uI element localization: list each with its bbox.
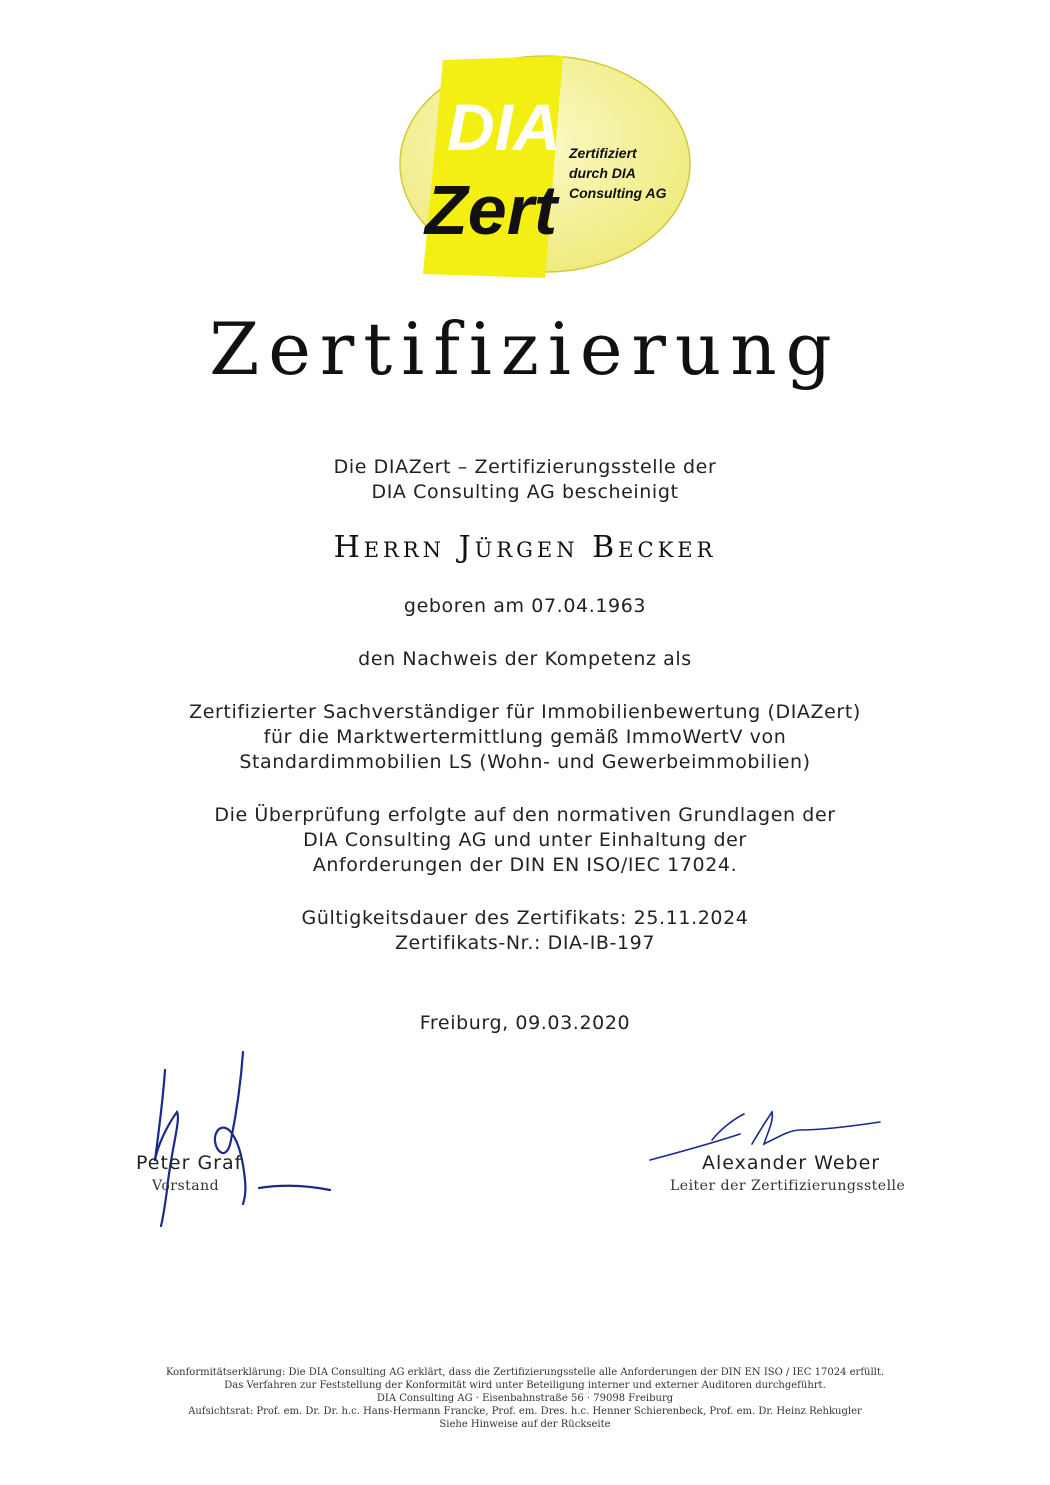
place-date: Freiburg, 09.03.2020 <box>419 1012 631 1034</box>
verification-line: DIA Consulting AG und unter Einhaltung der <box>303 829 747 851</box>
signatory-name-right: Alexander Weber <box>702 1152 881 1174</box>
footer-line: Aufsichtsrat: Prof. em. Dr. Dr. h.c. Hans-Hermann Francke, Prof. em. Dres. h.c. Henner Schierenbeck, Prof. em. Dr. Heinz Rehkugler <box>188 1406 862 1417</box>
footer-line: DIA Consulting AG · Eisenbahnstraße 56 · 79098 Freiburg <box>376 1393 674 1404</box>
verification-line: Die Überprüfung erfolgte auf den normativen Grundlagen der <box>214 804 836 826</box>
intro-text <box>0 455 1050 505</box>
signatory-role-left: Vorstand <box>152 1178 220 1194</box>
footer-line: Konformitätserklärung: Die DIA Consulting AG erklärt, dass die Zertifizierungsstelle alle Anforderungen der DIN EN ISO / IEC 17024 erfüllt. <box>165 1367 885 1378</box>
intro-line: Die DIAZert – Zertifizierungsstelle der <box>333 456 717 478</box>
logo-tagline-2: durch DIA <box>569 165 636 181</box>
qualification-text <box>0 700 1050 775</box>
certificate-title: Zertifizierung <box>209 307 841 391</box>
competence-intro: den Nachweis der Kompetenz als <box>358 648 692 670</box>
qualification-line: für die Marktwertermittlung gemäß ImmoWertV von <box>263 726 787 748</box>
logo-brand-bottom: Zert <box>425 171 558 249</box>
footer-line: Das Verfahren zur Feststellung der Konformität wird unter Beteiligung interner und externer Auditoren durchgeführt. <box>224 1380 826 1391</box>
verification-line: Anforderungen der DIN EN ISO/IEC 17024. <box>312 854 738 876</box>
legal-footer <box>0 1366 1050 1431</box>
logo-tagline-3: Consulting AG <box>569 185 667 201</box>
validity-block <box>0 906 1050 956</box>
signature-left <box>125 1040 345 1230</box>
logo-brand-top: DIA <box>447 90 561 164</box>
logo-tagline-1: Zertifiziert <box>569 145 637 161</box>
intro-line: DIA Consulting AG bescheinigt <box>371 481 679 503</box>
signatory-name-left: Peter Graf <box>136 1152 243 1174</box>
diazert-logo <box>395 52 695 282</box>
footer-line: Siehe Hinweise auf der Rückseite <box>439 1419 611 1430</box>
certificate-number: Zertifikats-Nr.: DIA-IB-197 <box>394 932 656 954</box>
signatory-role-right: Leiter der Zertifizierungsstelle <box>670 1178 906 1194</box>
birth-date: geboren am 07.04.1963 <box>403 595 647 617</box>
validity-date: Gültigkeitsdauer des Zertifikats: 25.11.2024 <box>301 907 749 929</box>
qualification-line: Zertifizierter Sachverständiger für Immobilienbewertung (DIAZert) <box>189 701 861 723</box>
verification-text <box>0 803 1050 878</box>
recipient-name: Herrn Jürgen Becker <box>333 530 717 565</box>
qualification-line: Standardimmobilien LS (Wohn- und Gewerbeimmobilien) <box>239 751 811 773</box>
